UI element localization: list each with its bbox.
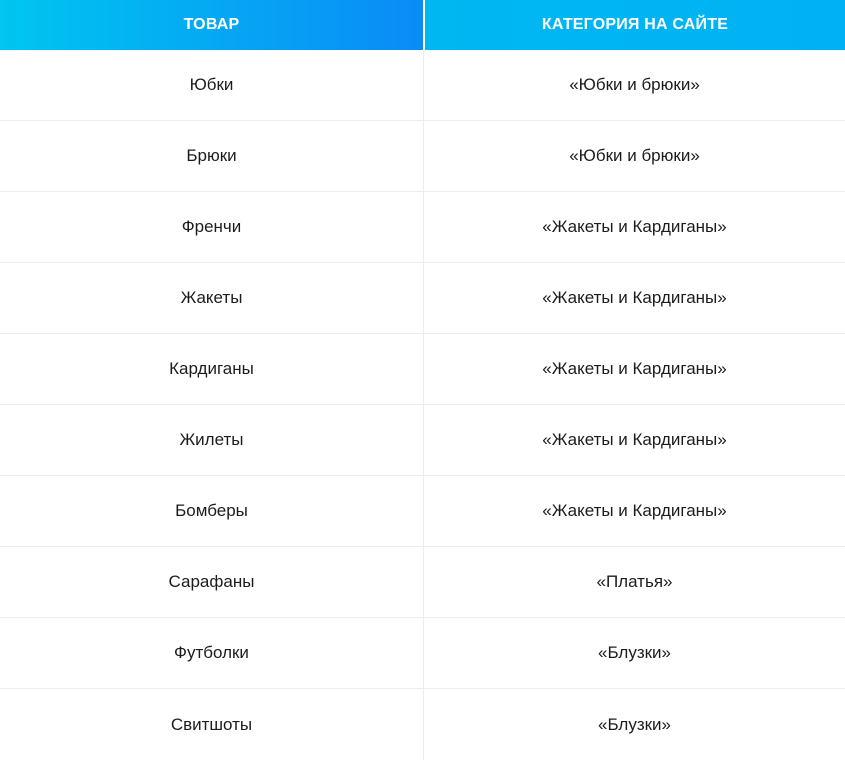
category-cell: «Жакеты и Кардиганы» (542, 501, 727, 520)
table-header (0, 0, 845, 50)
product-cell: Свитшоты (0, 689, 424, 760)
category-cell: «Блузки» (597, 643, 672, 662)
product-cell: Футболки (0, 618, 424, 688)
header-product: ТОВАР (0, 0, 423, 50)
table-row (0, 50, 845, 121)
table-row (0, 263, 845, 334)
category-cell: «Платья» (596, 572, 673, 591)
table-row (0, 547, 845, 618)
category-cell: «Жакеты и Кардиганы» (542, 217, 727, 236)
table-row (0, 405, 845, 476)
category-cell: «Юбки и брюки» (569, 146, 700, 165)
product-cell: Кардиганы (0, 334, 424, 404)
product-cell: Жакеты (0, 263, 424, 333)
category-cell: «Юбки и брюки» (569, 75, 700, 94)
product-cell: Френчи (0, 192, 424, 262)
table-row (0, 192, 845, 263)
product-cell: Сарафаны (0, 547, 424, 617)
product-cell: Бомберы (0, 476, 424, 546)
product-cell: Жилеты (0, 405, 424, 475)
table-row (0, 689, 845, 760)
table-row (0, 334, 845, 405)
table-body (0, 50, 845, 760)
product-cell: Юбки (0, 50, 424, 120)
category-cell: «Жакеты и Кардиганы» (542, 430, 727, 449)
table-row (0, 121, 845, 192)
product-cell: Брюки (0, 121, 424, 191)
category-cell: «Жакеты и Кардиганы» (542, 288, 727, 307)
category-cell: «Блузки» (597, 714, 672, 734)
category-cell: «Жакеты и Кардиганы» (542, 359, 727, 378)
table-row (0, 618, 845, 689)
header-category: КАТЕГОРИЯ НА САЙТЕ (425, 0, 845, 50)
table-row (0, 476, 845, 547)
